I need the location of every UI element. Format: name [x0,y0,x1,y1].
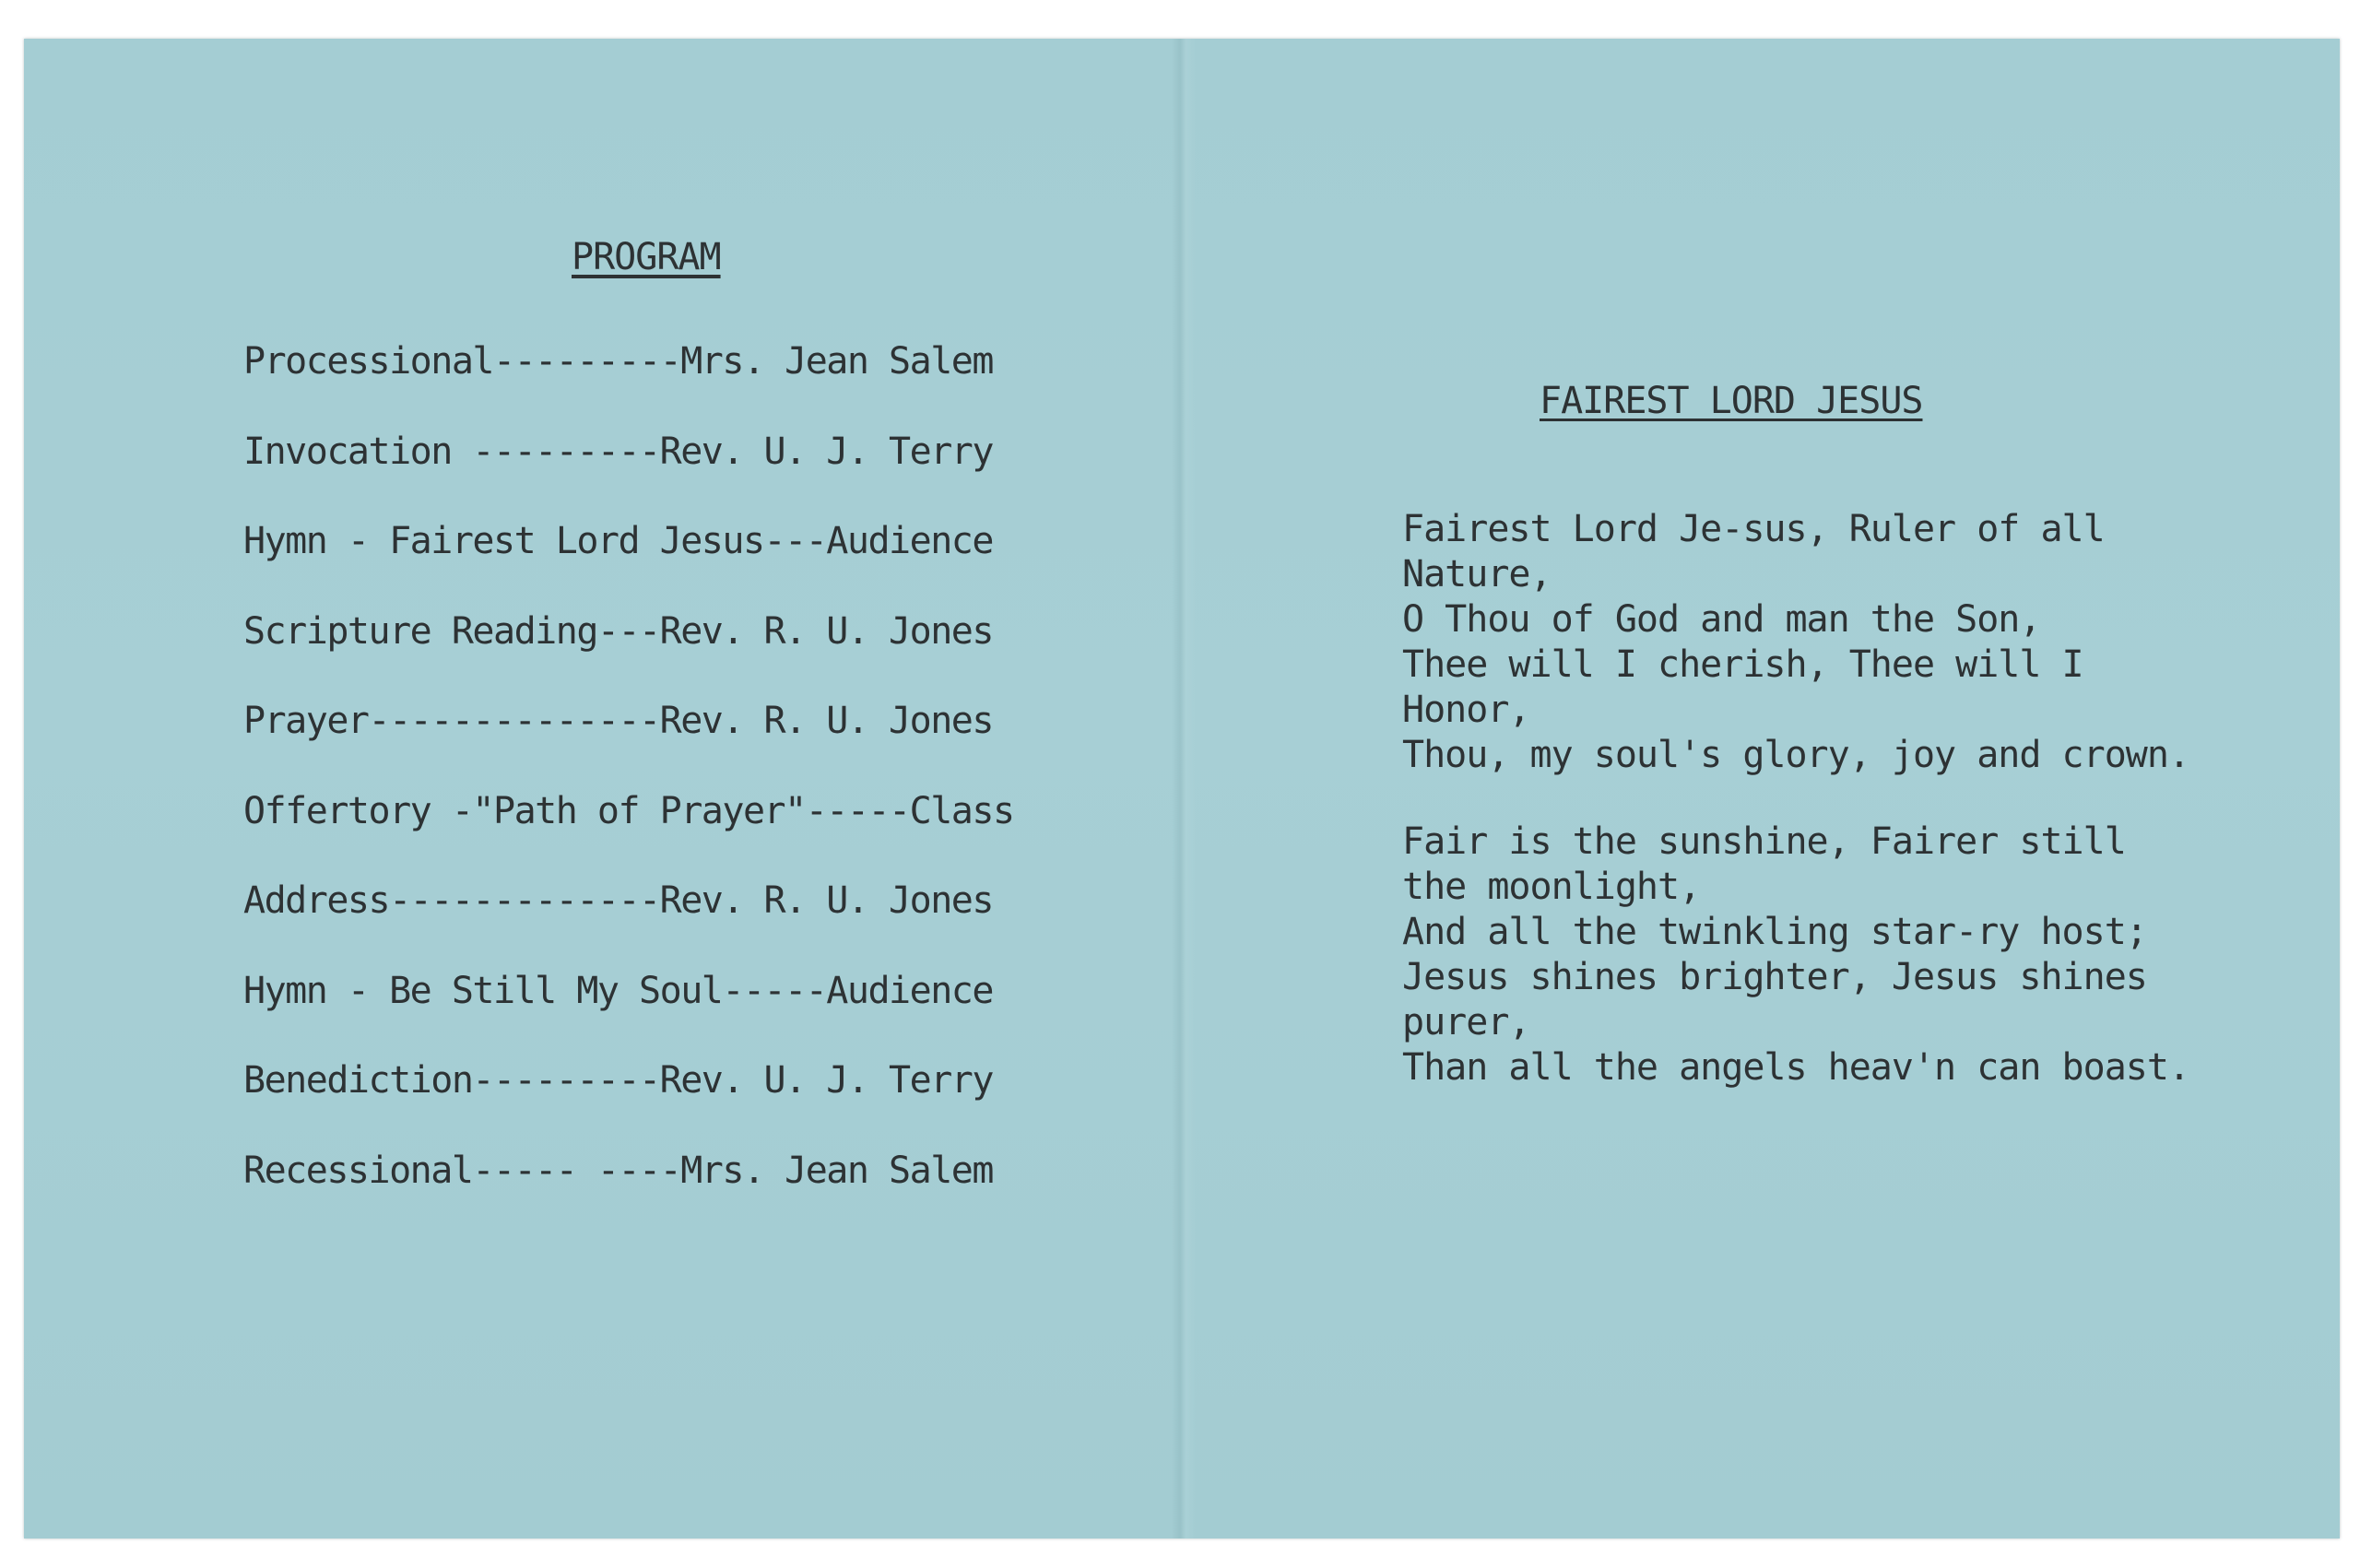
verse-line: Nature, [1402,553,1552,595]
program-list [243,334,1092,1232]
program-panel [24,39,1172,1539]
program-sheet [24,39,2340,1539]
program-item-processional: Processional---------Mrs. Jean Salem [243,340,993,383]
hymn-title: FAIREST LORD JESUS [1540,380,1923,422]
verse-line: purer, [1402,1001,1530,1043]
program-item-benediction: Benediction---------Rev. U. J. Terry [243,1059,993,1102]
verse-line: Thee will I cherish, Thee will I [1402,643,2083,686]
program-item-hymn-fairest-lord-jesus: Hymn - Fairest Lord Jesus---Audience [243,520,993,562]
verse-line: Honor, [1402,689,1530,731]
verse-line: O Thou of God and man the Son, [1402,598,2041,641]
program-title: PROGRAM [572,236,721,278]
program-item-address: Address-------------Rev. R. U. Jones [243,879,993,922]
program-item-recessional: Recessional----- ----Mrs. Jean Salem [243,1149,993,1192]
hymn-verses [1402,507,2324,1132]
verse-line: Fair is the sunshine, Fairer still [1402,820,2126,863]
hymn-panel [1196,39,2340,1539]
center-fold [1172,39,1196,1539]
verse-line: Jesus shines brighter, Jesus shines [1402,956,2147,998]
verse-2 [1402,819,2324,1091]
program-item-hymn-be-still-my-soul: Hymn - Be Still My Soul-----Audience [243,969,993,1012]
verse-1 [1402,507,2324,778]
program-item-prayer: Prayer--------------Rev. R. U. Jones [243,700,993,742]
verse-line: Fairest Lord Je-sus, Ruler of all [1402,508,2105,550]
program-item-offertory: Offertory -"Path of Prayer"-----Class [243,789,1014,832]
program-item-invocation: Invocation ---------Rev. U. J. Terry [243,430,993,473]
verse-line: Thou, my soul's glory, joy and crown. [1402,734,2190,776]
verse-line: And all the twinkling star-ry host; [1402,911,2147,953]
verse-line: the moonlight, [1402,866,1701,908]
program-item-scripture-reading: Scripture Reading---Rev. R. U. Jones [243,609,993,653]
verse-line: Than all the angels heav'n can boast. [1402,1046,2190,1089]
